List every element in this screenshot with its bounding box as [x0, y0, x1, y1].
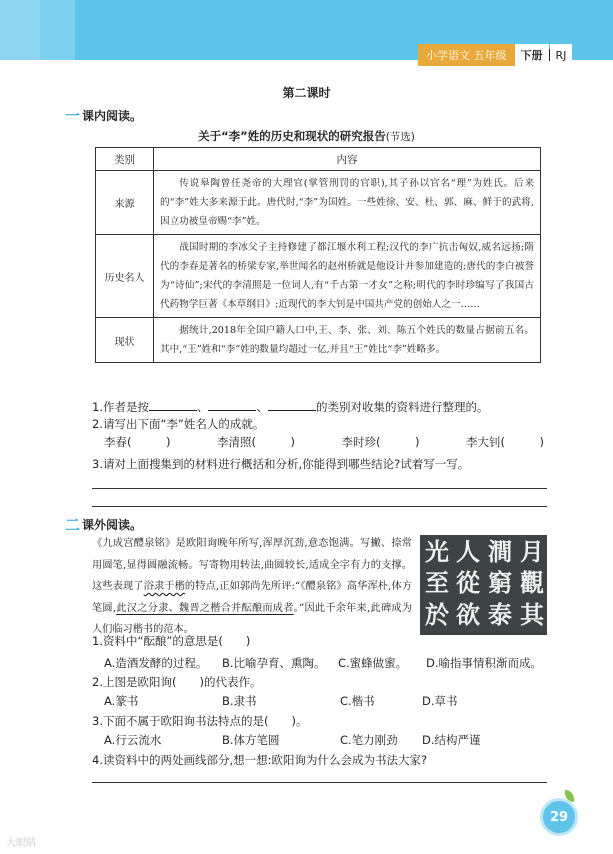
separator: 、 [196, 400, 209, 414]
table-cell-category: 来源 [96, 171, 154, 235]
calligraphy-char: 其 [520, 600, 544, 629]
calligraphy-char: 光 [425, 537, 449, 566]
volume-label: 下册 [515, 44, 549, 66]
answer-blank[interactable] [208, 398, 256, 411]
calligraphy-char: 窮 [488, 568, 512, 597]
calligraphy-char: 月 [520, 537, 544, 566]
underlined-text: 此汉之分隶、魏晋之楷合并酝酿而成者 [116, 602, 294, 614]
section-number: 二 [65, 516, 81, 534]
table-cell-category: 历史名人 [96, 235, 154, 318]
mc-option[interactable]: A.篆书 [104, 694, 139, 708]
mc-options-1 [104, 655, 544, 671]
calligraphy-char: 澗 [488, 537, 512, 566]
answer-blank[interactable] [268, 398, 316, 411]
mc-options-3 [104, 732, 544, 748]
mc-question-1: 1.资料中“酝酿”的意思是( ) [92, 634, 251, 648]
calligraphy-char: 人 [456, 537, 480, 566]
passage-text: 。”因此千余年来,此碑成为人们临习楷书的范本。 [92, 602, 412, 635]
question-text: 的类别对收集的资料进行整理的。 [315, 400, 489, 414]
calligraphy-char: 於 [425, 600, 449, 629]
calligraphy-char: 泰 [488, 600, 512, 629]
column-header: 类别 [96, 148, 154, 171]
report-title [0, 128, 613, 144]
answer-line[interactable] [92, 782, 547, 783]
name-answer-item[interactable]: 李时珍( ) [341, 435, 420, 449]
section-number: 一 [65, 107, 81, 125]
research-table [95, 147, 541, 363]
mc-question-2: 2.上图是欧阳询( )的代表作。 [92, 675, 262, 689]
table-cell-content: 战国时期的李冰父子主持修建了都江堰水利工程;汉代的李广抗击匈奴,威名远扬;隋代的李春是著名的桥梁专家,举世闻名的赵州桥就是他设计并参加建造的;唐代的李白被誉为“诗仙”;宋代的李清照是一位词人,有“千古第一才女”之称;明代的李时珍编写了我国古代药物学巨著《本草纲目》;近现代的李大钊是中国共产党的创始人之一…… [154, 235, 541, 318]
calligraphy-char: 從 [456, 568, 480, 597]
mc-option[interactable]: B.体方笔圆 [222, 733, 280, 747]
column-header: 内容 [154, 148, 541, 171]
report-title-text: 关于“李”姓的历史和现状的研究报告 [198, 129, 386, 143]
banner-stripe [40, 0, 75, 60]
mc-option[interactable]: A.行云流水 [104, 733, 162, 747]
banner-stripe [0, 0, 40, 60]
mc-option[interactable]: C.楷书 [340, 694, 375, 708]
mc-option[interactable]: A.造酒发酵的过程。 [104, 656, 208, 670]
calligraphy-image [420, 535, 547, 635]
name-answer-item[interactable]: 李大钊( ) [466, 435, 544, 449]
table-header-row [96, 148, 541, 171]
table-row [96, 171, 541, 235]
table-row [96, 318, 541, 363]
section-title: 课外阅读。 [82, 518, 143, 532]
answer-line[interactable] [92, 488, 547, 489]
wavy-underlined-text: 浴隶于楷 [143, 581, 185, 592]
name-answer-row [104, 434, 544, 450]
name-answer-item[interactable]: 李清照( ) [217, 435, 295, 449]
table-cell-content: 传说皋陶曾任尧帝的大理官(掌管刑罚的官职),其子孙以官名“理”为姓氏。后来的“李”姓大多来源于此。唐代时,“李”为国姓。一些姓徐、安、杜、郭、麻、鲜于的武将,因立功被皇帝赐“李”姓。 [154, 171, 541, 235]
watermark: 大眼睛 [6, 838, 36, 849]
mc-option[interactable]: B.隶书 [222, 694, 257, 708]
page-number: 29 [540, 798, 578, 836]
question-1 [92, 398, 488, 415]
section-heading-2 [65, 514, 142, 535]
reading-passage [92, 533, 412, 641]
question-3: 3.请对上面搜集到的材料进行概括和分析,你能得到哪些结论?试着写一写。 [92, 457, 470, 471]
mc-question-3: 3.下面不属于欧阳询书法特点的是( )。 [92, 714, 308, 728]
calligraphy-char: 觀 [520, 568, 544, 597]
answer-line[interactable] [92, 506, 547, 507]
book-header [418, 44, 572, 66]
subject-label: 小学语文 五年级 [418, 44, 515, 66]
mc-option[interactable]: C.蜜蜂做蜜。 [338, 656, 408, 670]
passage-text: 的特点,正如郭尚先所评:“《醴泉铭》高华浑朴,体方笔圆, [92, 581, 413, 614]
answer-blank[interactable] [149, 398, 197, 411]
question-text: 1.作者是按 [92, 400, 149, 414]
table-cell-content: 据统计,2018年全国户籍人口中,王、李、张、刘、陈五个姓氏的数量占据前五名。其中,“王”姓和“李”姓的数量均超过一亿,并且“王”姓比“李”姓略多。 [154, 318, 541, 363]
table-row [96, 235, 541, 318]
mc-options-2 [104, 693, 544, 709]
question-4: 4.读资料中的两处画线部分,想一想:欧阳询为什么会成为书法大家? [92, 753, 428, 767]
passage-text: 《九成宫醴泉铭》是欧阳询晚年所写,浑厚沉劲,意态饱满。写撇、捺常用圆笔,显得圆融流畅。写寄物用转法,曲圆较长,适成全字有力的支撑。这些表现了 [92, 538, 412, 592]
report-title-note: (节选) [385, 131, 415, 143]
section-title: 课内阅读。 [82, 109, 143, 123]
question-2: 2.请写出下面“李”姓名人的成就。 [92, 417, 265, 431]
name-answer-item[interactable]: 李春( ) [104, 435, 171, 449]
calligraphy-char: 至 [425, 568, 449, 597]
mc-option[interactable]: D.喻指事情积渐而成。 [426, 656, 543, 670]
mc-option[interactable]: B.比喻孕育、熏陶。 [222, 656, 326, 670]
edition-label: RJ [550, 44, 573, 66]
mc-option[interactable]: D.草书 [422, 694, 458, 708]
section-heading-1 [65, 105, 142, 126]
separator: 、 [256, 400, 268, 414]
table-cell-category: 现状 [96, 318, 154, 363]
mc-option[interactable]: D.结构严谨 [422, 733, 481, 747]
mc-option[interactable]: C.笔力刚劲 [340, 733, 398, 747]
lesson-title: 第二课时 [282, 86, 331, 100]
calligraphy-char: 欲 [456, 600, 480, 629]
